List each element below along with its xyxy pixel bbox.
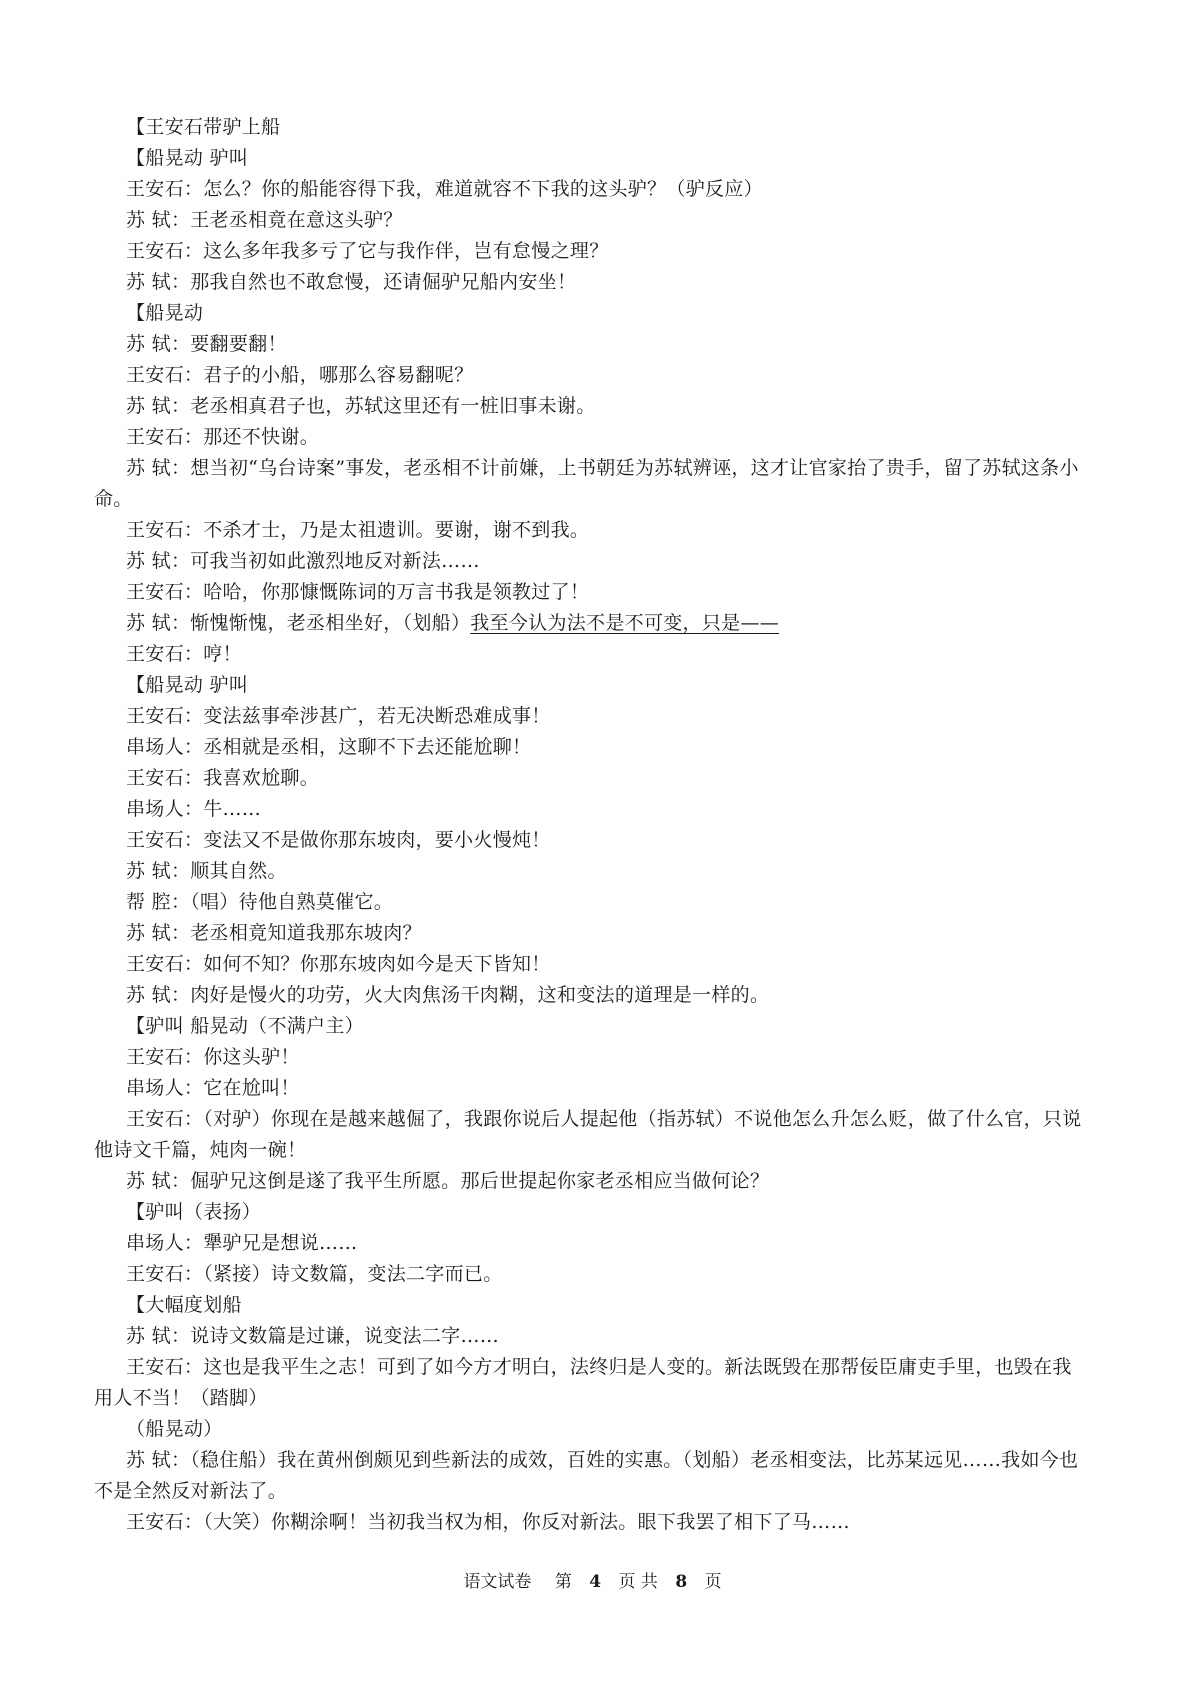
- dialogue-line: 王安石：怎么？你的船能容得下我，难道就容不下我的这头驴？（驴反应）: [126, 178, 763, 200]
- subject-name: 语文试卷: [463, 1572, 532, 1592]
- dialogue-line: 王安石：如何不知？你那东坡肉如今是天下皆知！: [126, 953, 551, 975]
- dialogue-line-underlined: [126, 608, 1084, 639]
- dialogue-line: 王安石：变法兹事牵涉甚广，若无决断恐难成事！: [126, 705, 551, 727]
- dialogue-line: 苏 轼：老丞相竟知道我那东坡肉？: [126, 922, 422, 944]
- dialogue-line: 苏 轼：倔驴兄这倒是遂了我平生所愿。那后世提起你家老丞相应当做何论？: [126, 1170, 770, 1192]
- dialogue-line: 王安石：哈哈，你那慷慨陈词的万言书我是领教过了！: [126, 581, 590, 603]
- dialogue-line: 苏 轼：老丞相真君子也，苏轼这里还有一桩旧事未谢。: [126, 395, 596, 417]
- dialogue-line: 苏 轼：那我自然也不敢怠慢，还请倔驴兄船内安坐！: [126, 271, 577, 293]
- page-indicator: 第 4 页 共 8 页: [554, 1572, 722, 1592]
- stage-direction: 【驴叫 船晃动（不满户主）: [126, 1015, 364, 1037]
- dialogue-line: 苏 轼：想当初“乌台诗案”事发，老丞相不计前嫌，上书朝廷为苏轼辨诬，这才让官家抬了贵手，留了苏轼这条小命。: [94, 457, 1079, 510]
- dialogue-line: 串场人：丞相就是丞相，这聊不下去还能尬聊！: [126, 736, 532, 758]
- underlined-sentence: 我至今认为法不是不可变，只是——: [470, 612, 780, 634]
- stage-direction: 【驴叫（表扬）: [126, 1201, 262, 1223]
- dialogue-line: 苏 轼：可我当初如此激烈地反对新法……: [126, 550, 480, 572]
- dialogue-line: 苏 轼：王老丞相竟在意这头驴？: [126, 209, 403, 231]
- dialogue-text: 苏 轼：惭愧惭愧，老丞相坐好，（划船）: [126, 612, 471, 634]
- current-page-number: 4: [589, 1572, 602, 1592]
- dialogue-line: 王安石：你这头驴！: [126, 1046, 300, 1068]
- script-dialogue: [94, 112, 1084, 1538]
- stage-direction: 【大幅度划船: [126, 1294, 242, 1316]
- dialogue-line: 串场人：牛……: [126, 798, 262, 820]
- dialogue-line: 苏 轼：要翻要翻！: [126, 333, 287, 355]
- stage-direction: 【船晃动 驴叫: [126, 674, 249, 696]
- dialogue-line: 苏 轼：顺其自然。: [126, 860, 287, 882]
- dialogue-line: 帮 腔：（唱）待他自熟莫催它。: [126, 891, 394, 913]
- total-page-number: 8: [675, 1572, 688, 1592]
- dialogue-line: 王安石：我喜欢尬聊。: [126, 767, 320, 789]
- dialogue-line: 苏 轼：肉好是慢火的功劳，火大肉焦汤干肉糊，这和变法的道理是一样的。: [126, 984, 770, 1006]
- stage-direction: 【王安石带驴上船: [126, 116, 281, 138]
- dialogue-line: 王安石：变法又不是做你那东坡肉，要小火慢炖！: [126, 829, 551, 851]
- dialogue-line: 王安石：哼！: [126, 643, 242, 665]
- stage-direction: （船晃动）: [126, 1418, 223, 1440]
- dialogue-line: 苏 轼：说诗文数篇是过谦，说变法二字……: [126, 1325, 500, 1347]
- dialogue-line: 王安石：不杀才士，乃是太祖遗训。要谢，谢不到我。: [126, 519, 590, 541]
- dialogue-line: 王安石：这么多年我多亏了它与我作伴，岂有怠慢之理？: [126, 240, 609, 262]
- dialogue-line: 王安石：（紧接）诗文数篇，变法二字而已。: [126, 1263, 503, 1285]
- page-footer: [0, 1570, 1191, 1594]
- stage-direction: 【船晃动 驴叫: [126, 147, 249, 169]
- dialogue-line: 王安石：（大笑）你糊涂啊！当初我当权为相，你反对新法。眼下我罢了相下了马……: [126, 1511, 850, 1533]
- stage-direction: 【船晃动: [126, 302, 204, 324]
- dialogue-line: 苏 轼：（稳住船）我在黄州倒颇见到些新法的成效，百姓的实惠。（划船）老丞相变法，比苏某远见……我如今也不是全然反对新法了。: [94, 1449, 1079, 1502]
- dialogue-line: 串场人：它在尬叫！: [126, 1077, 300, 1099]
- dialogue-line: 串场人：犟驴兄是想说……: [126, 1232, 358, 1254]
- dialogue-line: 王安石：这也是我平生之志！可到了如今方才明白，法终归是人变的。新法既毁在那帮佞臣庸吏手里，也毁在我用人不当！（踏脚）: [94, 1356, 1072, 1409]
- dialogue-line: 王安石：君子的小船，哪那么容易翻呢？: [126, 364, 474, 386]
- dialogue-line: 王安石：（对驴）你现在是越来越倔了，我跟你说后人提起他（指苏轼）不说他怎么升怎么贬，做了什么官，只说他诗文千篇，炖肉一碗！: [94, 1108, 1082, 1161]
- dialogue-line: 王安石：那还不快谢。: [126, 426, 320, 448]
